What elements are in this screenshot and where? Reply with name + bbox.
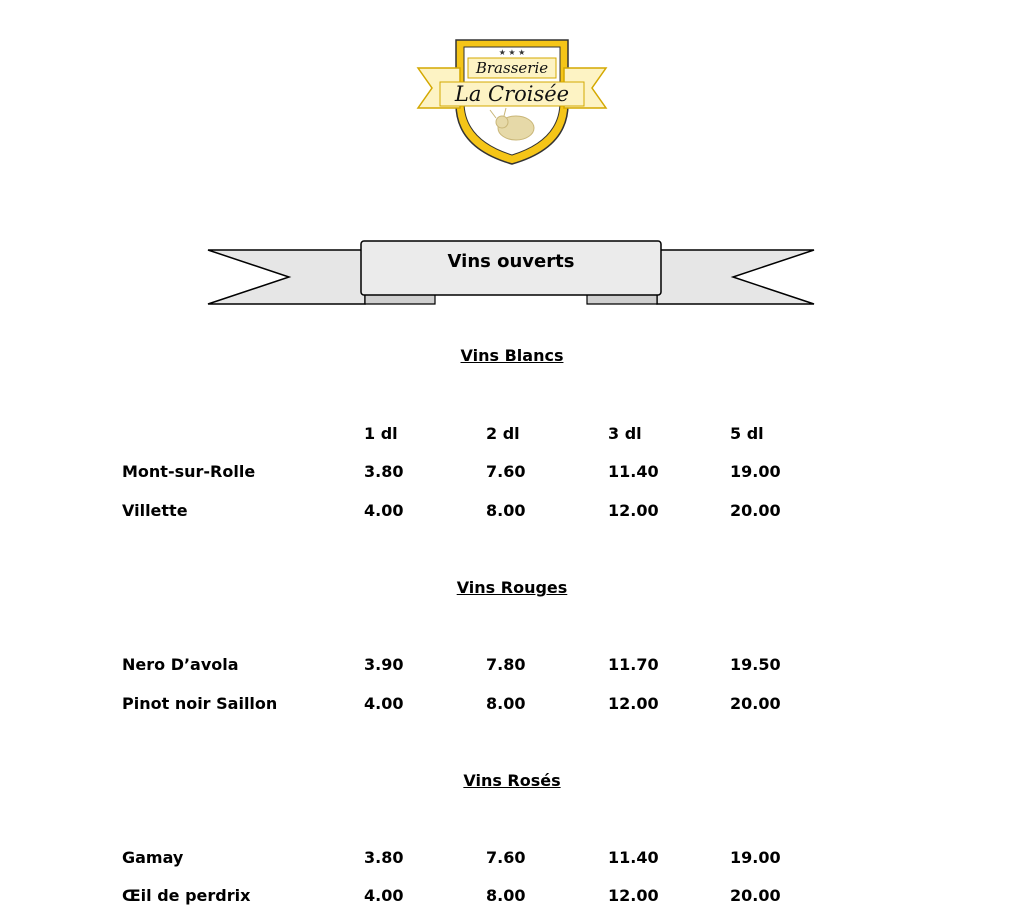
price-5dl: 20.00 xyxy=(730,694,781,713)
ribbon-icon xyxy=(205,238,817,310)
section-title-rouges: Vins Rouges xyxy=(456,578,568,597)
price-2dl: 7.80 xyxy=(486,655,526,674)
price-3dl: 12.00 xyxy=(608,501,659,520)
logo-stars: ★ ★ ★ xyxy=(498,48,526,57)
wine-name: Pinot noir Saillon xyxy=(122,694,278,713)
section-banner xyxy=(205,238,817,310)
price-2dl: 8.00 xyxy=(486,694,526,713)
column-header-5dl: 5 dl xyxy=(730,424,764,443)
price-5dl: 20.00 xyxy=(730,501,781,520)
wine-name: Gamay xyxy=(122,848,184,867)
wine-name: Œil de perdrix xyxy=(122,886,251,905)
price-1dl: 4.00 xyxy=(364,886,404,905)
price-3dl: 12.00 xyxy=(608,694,659,713)
banner-title: Vins ouverts xyxy=(447,251,575,272)
price-1dl: 4.00 xyxy=(364,501,404,520)
price-1dl: 3.80 xyxy=(364,462,404,481)
brasserie-logo xyxy=(416,30,608,168)
price-2dl: 7.60 xyxy=(486,848,526,867)
price-1dl: 3.80 xyxy=(364,848,404,867)
column-header-3dl: 3 dl xyxy=(608,424,642,443)
price-5dl: 20.00 xyxy=(730,886,781,905)
price-1dl: 3.90 xyxy=(364,655,404,674)
price-3dl: 12.00 xyxy=(608,886,659,905)
price-5dl: 19.50 xyxy=(730,655,781,674)
price-3dl: 11.40 xyxy=(608,462,659,481)
logo-crest-icon xyxy=(416,30,608,168)
wine-name: Villette xyxy=(122,501,188,520)
wine-name: Nero D’avola xyxy=(122,655,239,674)
logo-line1: Brasserie xyxy=(475,59,549,77)
column-header-2dl: 2 dl xyxy=(486,424,520,443)
price-2dl: 7.60 xyxy=(486,462,526,481)
price-2dl: 8.00 xyxy=(486,501,526,520)
price-2dl: 8.00 xyxy=(486,886,526,905)
price-3dl: 11.70 xyxy=(608,655,659,674)
price-5dl: 19.00 xyxy=(730,462,781,481)
wine-name: Mont-sur-Rolle xyxy=(122,462,256,481)
price-5dl: 19.00 xyxy=(730,848,781,867)
price-1dl: 4.00 xyxy=(364,694,404,713)
price-3dl: 11.40 xyxy=(608,848,659,867)
section-title-roses: Vins Rosés xyxy=(463,771,561,790)
logo-line2: La Croisée xyxy=(454,82,570,106)
section-title-blancs: Vins Blancs xyxy=(460,346,564,365)
column-header-1dl: 1 dl xyxy=(364,424,398,443)
